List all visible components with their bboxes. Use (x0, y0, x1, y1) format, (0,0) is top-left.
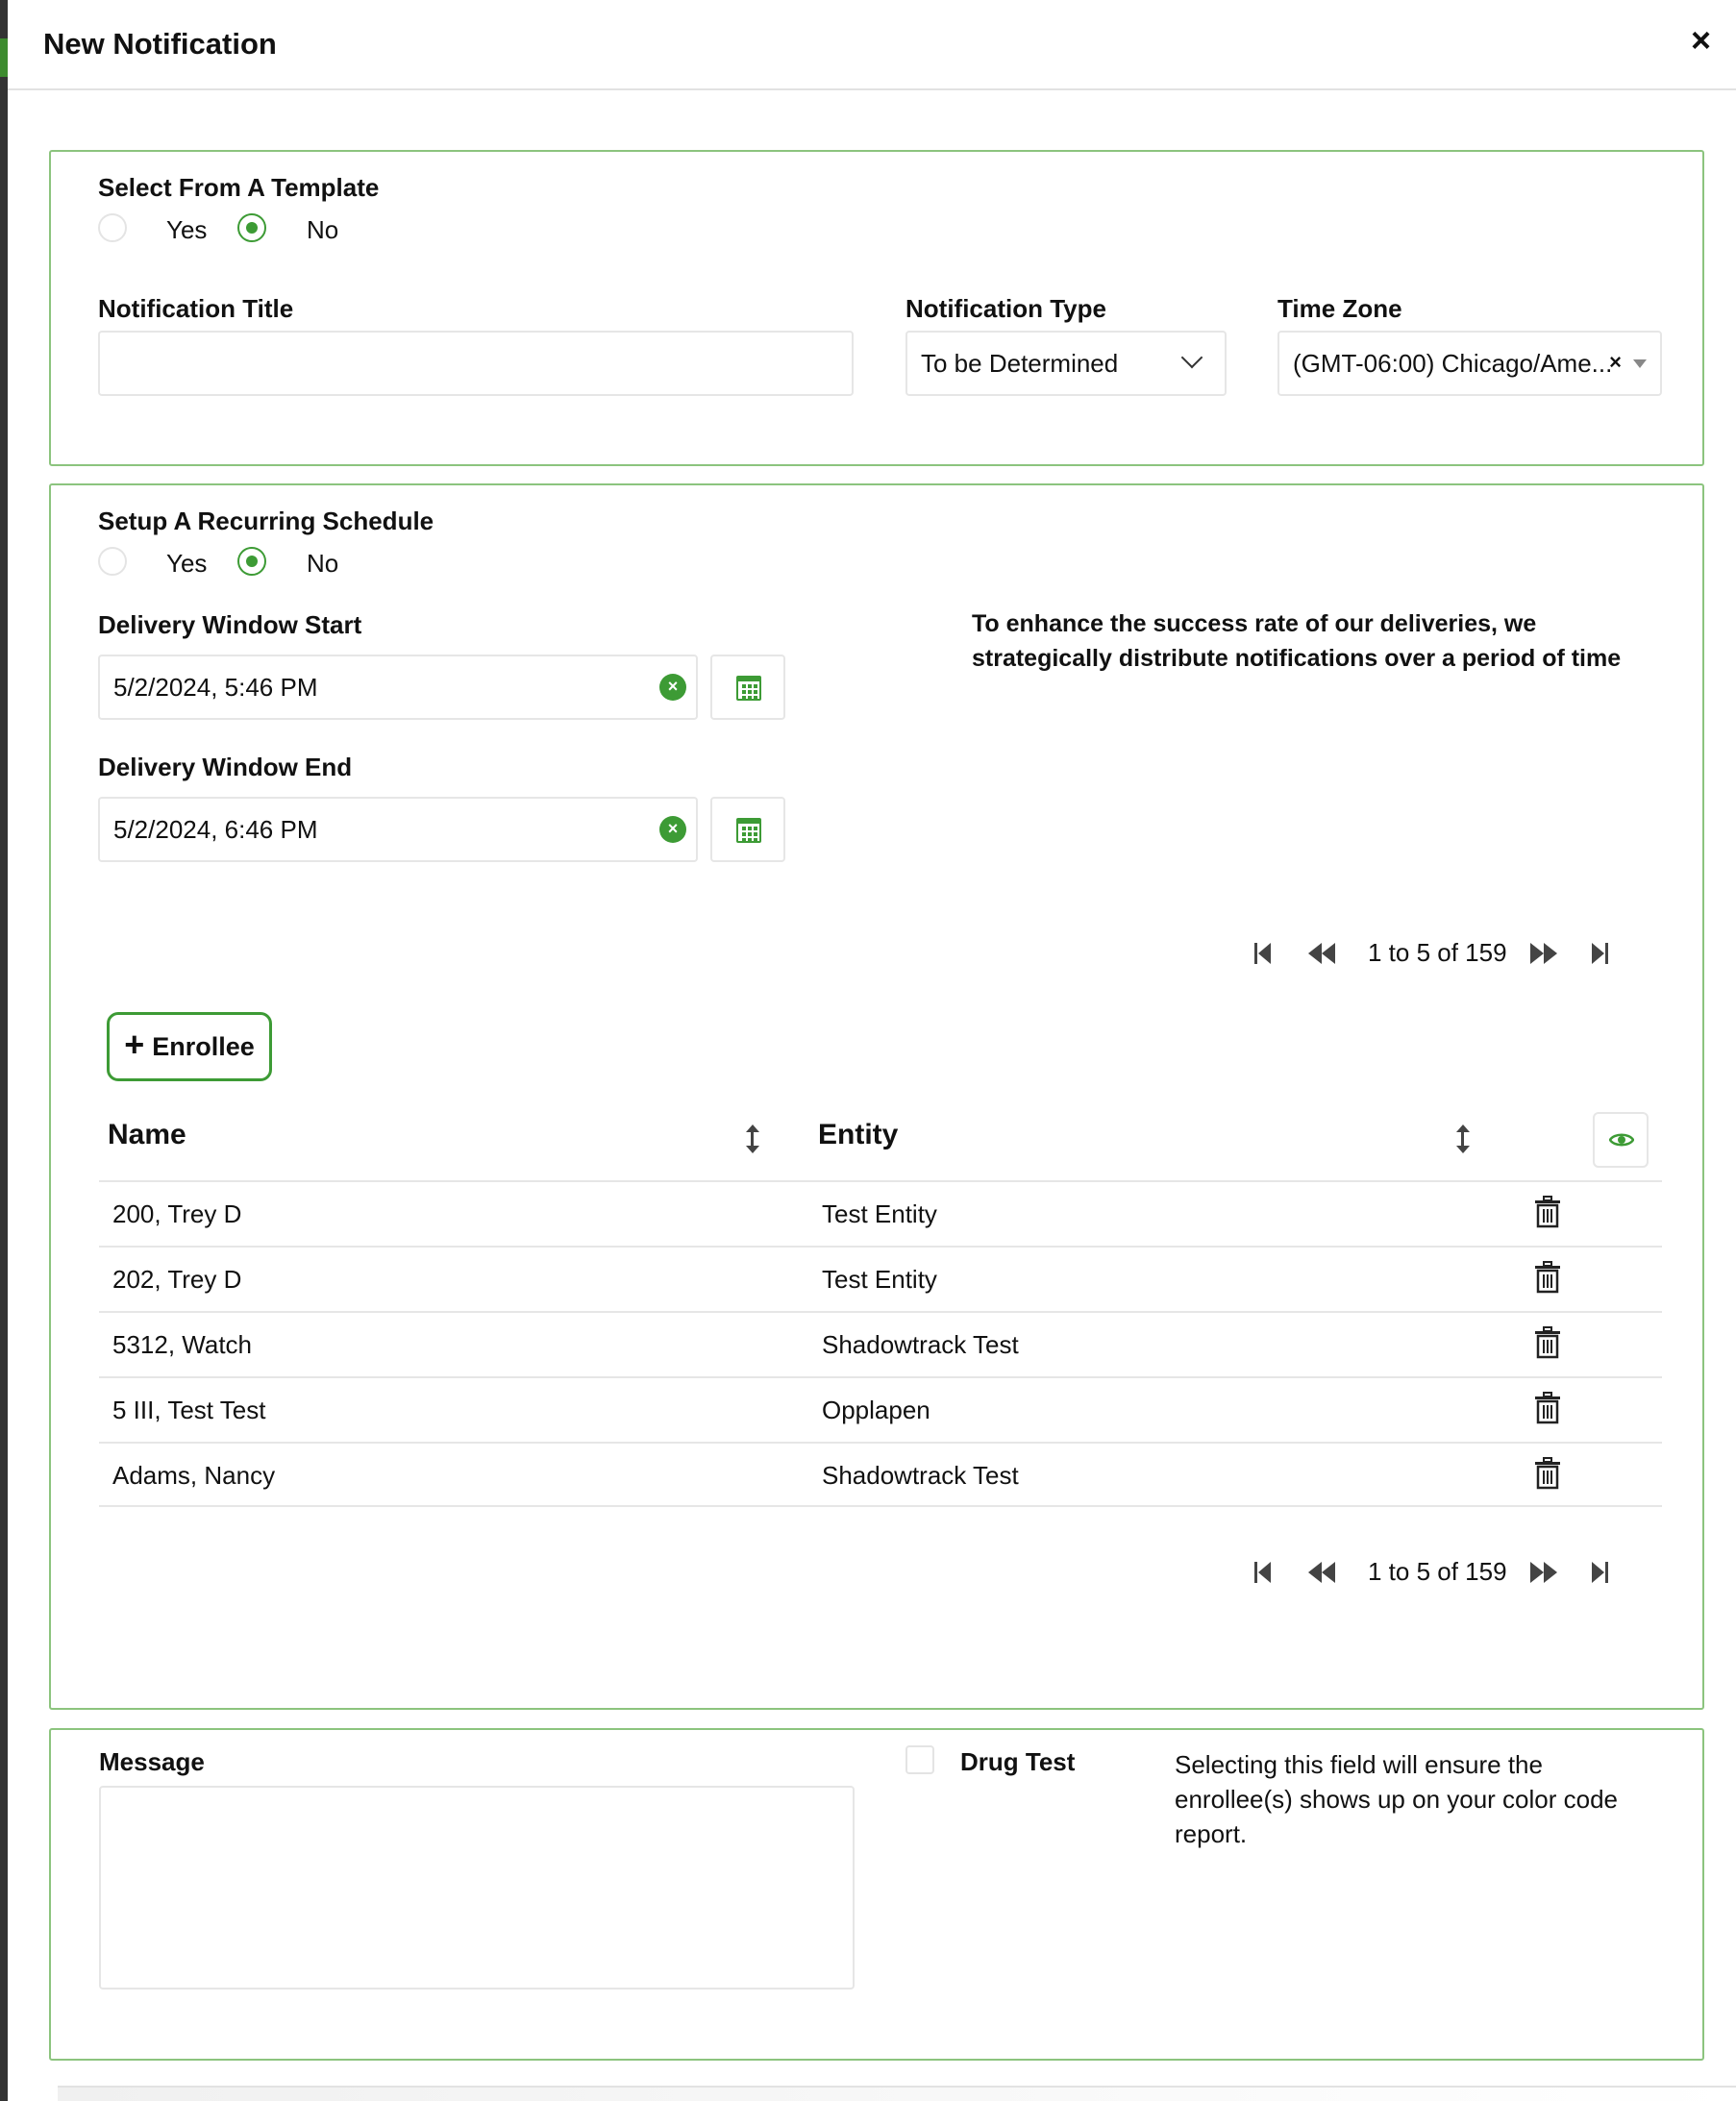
schedule-no-label: No (307, 549, 339, 578)
drug-test-help-line3: report. (1175, 1819, 1248, 1848)
cell-entity: Test Entity (822, 1199, 937, 1228)
delivery-start-calendar-button[interactable] (710, 655, 785, 720)
cell-name: 202, Trey D (112, 1265, 242, 1294)
table-row (99, 1246, 1662, 1311)
pager-text: 1 to 5 of 159 (1368, 938, 1507, 967)
chevron-down-icon (1181, 347, 1203, 369)
cell-name: Adams, Nancy (112, 1461, 276, 1490)
schedule-yes-radio[interactable] (98, 547, 127, 576)
cell-entity: Opplapen (822, 1396, 930, 1424)
template-no-radio[interactable] (237, 213, 266, 242)
new-notification-modal (8, 0, 1736, 2101)
column-header-name[interactable]: Name (108, 1119, 186, 1150)
caret-down-icon (1633, 359, 1647, 368)
first-page-icon[interactable] (1254, 940, 1274, 967)
schedule-no-radio[interactable] (237, 547, 266, 576)
drug-test-help-line2: enrollee(s) shows up on your color code (1175, 1785, 1619, 1814)
prev-page-icon[interactable] (1308, 940, 1337, 967)
cell-entity: Shadowtrack Test (822, 1461, 1019, 1490)
modal-header (8, 0, 1736, 90)
last-page-icon[interactable] (1589, 940, 1608, 967)
drug-test-label: Drug Test (960, 1747, 1076, 1776)
eye-icon (1609, 1131, 1634, 1149)
sort-name-icon[interactable] (746, 1125, 759, 1153)
notification-title-label: Notification Title (98, 294, 294, 323)
cell-name: 5 III, Test Test (112, 1396, 266, 1424)
delivery-start-input[interactable] (98, 655, 698, 720)
notification-type-value: To be Determined (921, 348, 1119, 378)
table-row (99, 1442, 1662, 1507)
last-page-icon[interactable] (1589, 1559, 1608, 1586)
clear-icon[interactable]: × (1609, 350, 1622, 374)
table-row (99, 1311, 1662, 1376)
delivery-info-line2: strategically distribute notifications over a period of time (972, 645, 1622, 672)
calendar-icon (736, 818, 761, 843)
next-page-icon[interactable] (1530, 940, 1559, 967)
delivery-info-text (972, 606, 1683, 676)
template-panel (49, 150, 1704, 466)
delivery-end-calendar-button[interactable] (710, 797, 785, 862)
first-page-icon[interactable] (1254, 1559, 1274, 1586)
drug-test-help (1175, 1747, 1674, 1851)
drug-test-help-line1: Selecting this field will ensure the (1175, 1750, 1543, 1779)
add-enrollee-label: Enrollee (152, 1031, 255, 1061)
schedule-panel (49, 483, 1704, 1710)
delivery-end-input[interactable] (98, 797, 698, 862)
trash-icon[interactable] (1535, 1196, 1560, 1228)
message-textarea[interactable] (99, 1786, 855, 1990)
notification-type-label: Notification Type (905, 294, 1106, 323)
trash-icon[interactable] (1535, 1392, 1560, 1424)
time-zone-value: (GMT-06:00) Chicago/Ame... (1293, 348, 1613, 378)
schedule-yes-label: Yes (166, 549, 208, 578)
message-label: Message (99, 1747, 205, 1776)
sort-entity-icon[interactable] (1456, 1125, 1470, 1153)
pager-text: 1 to 5 of 159 (1368, 1557, 1507, 1586)
clear-start-icon[interactable]: × (659, 674, 686, 701)
time-zone-select[interactable] (1277, 331, 1662, 396)
template-yes-label: Yes (166, 215, 208, 244)
column-visibility-button[interactable] (1593, 1112, 1649, 1168)
notification-type-select[interactable] (905, 331, 1227, 396)
cell-entity: Shadowtrack Test (822, 1330, 1019, 1359)
close-icon[interactable]: × (1690, 20, 1711, 60)
template-label: Select From A Template (98, 173, 380, 202)
table-row (99, 1376, 1662, 1442)
modal-footer-edge (58, 2086, 1736, 2101)
delivery-info-line1: To enhance the success rate of our deliveries, we (972, 610, 1537, 637)
template-yes-radio[interactable] (98, 213, 127, 242)
trash-icon[interactable] (1535, 1261, 1560, 1294)
table-row (99, 1180, 1662, 1246)
next-page-icon[interactable] (1530, 1559, 1559, 1586)
notification-title-input[interactable] (98, 331, 854, 396)
prev-page-icon[interactable] (1308, 1559, 1337, 1586)
backdrop (0, 0, 8, 2101)
cell-entity: Test Entity (822, 1265, 937, 1294)
template-no-label: No (307, 215, 339, 244)
add-enrollee-button[interactable] (107, 1012, 272, 1081)
delivery-end-label: Delivery Window End (98, 753, 353, 781)
schedule-label: Setup A Recurring Schedule (98, 507, 434, 535)
pager-top (1254, 938, 1668, 976)
plus-icon: + (124, 1025, 145, 1064)
delivery-start-value: 5/2/2024, 5:46 PM (113, 672, 318, 702)
time-zone-label: Time Zone (1277, 294, 1402, 323)
drug-test-checkbox[interactable] (905, 1745, 934, 1774)
column-header-entity[interactable]: Entity (818, 1119, 899, 1150)
cell-name: 200, Trey D (112, 1199, 242, 1228)
trash-icon[interactable] (1535, 1326, 1560, 1359)
clear-end-icon[interactable]: × (659, 816, 686, 843)
calendar-icon (736, 676, 761, 701)
modal-title: New Notification (43, 27, 277, 61)
delivery-end-value: 5/2/2024, 6:46 PM (113, 814, 318, 844)
trash-icon[interactable] (1535, 1457, 1560, 1490)
pager-bottom (1254, 1557, 1668, 1595)
delivery-start-label: Delivery Window Start (98, 610, 362, 639)
cell-name: 5312, Watch (112, 1330, 253, 1359)
